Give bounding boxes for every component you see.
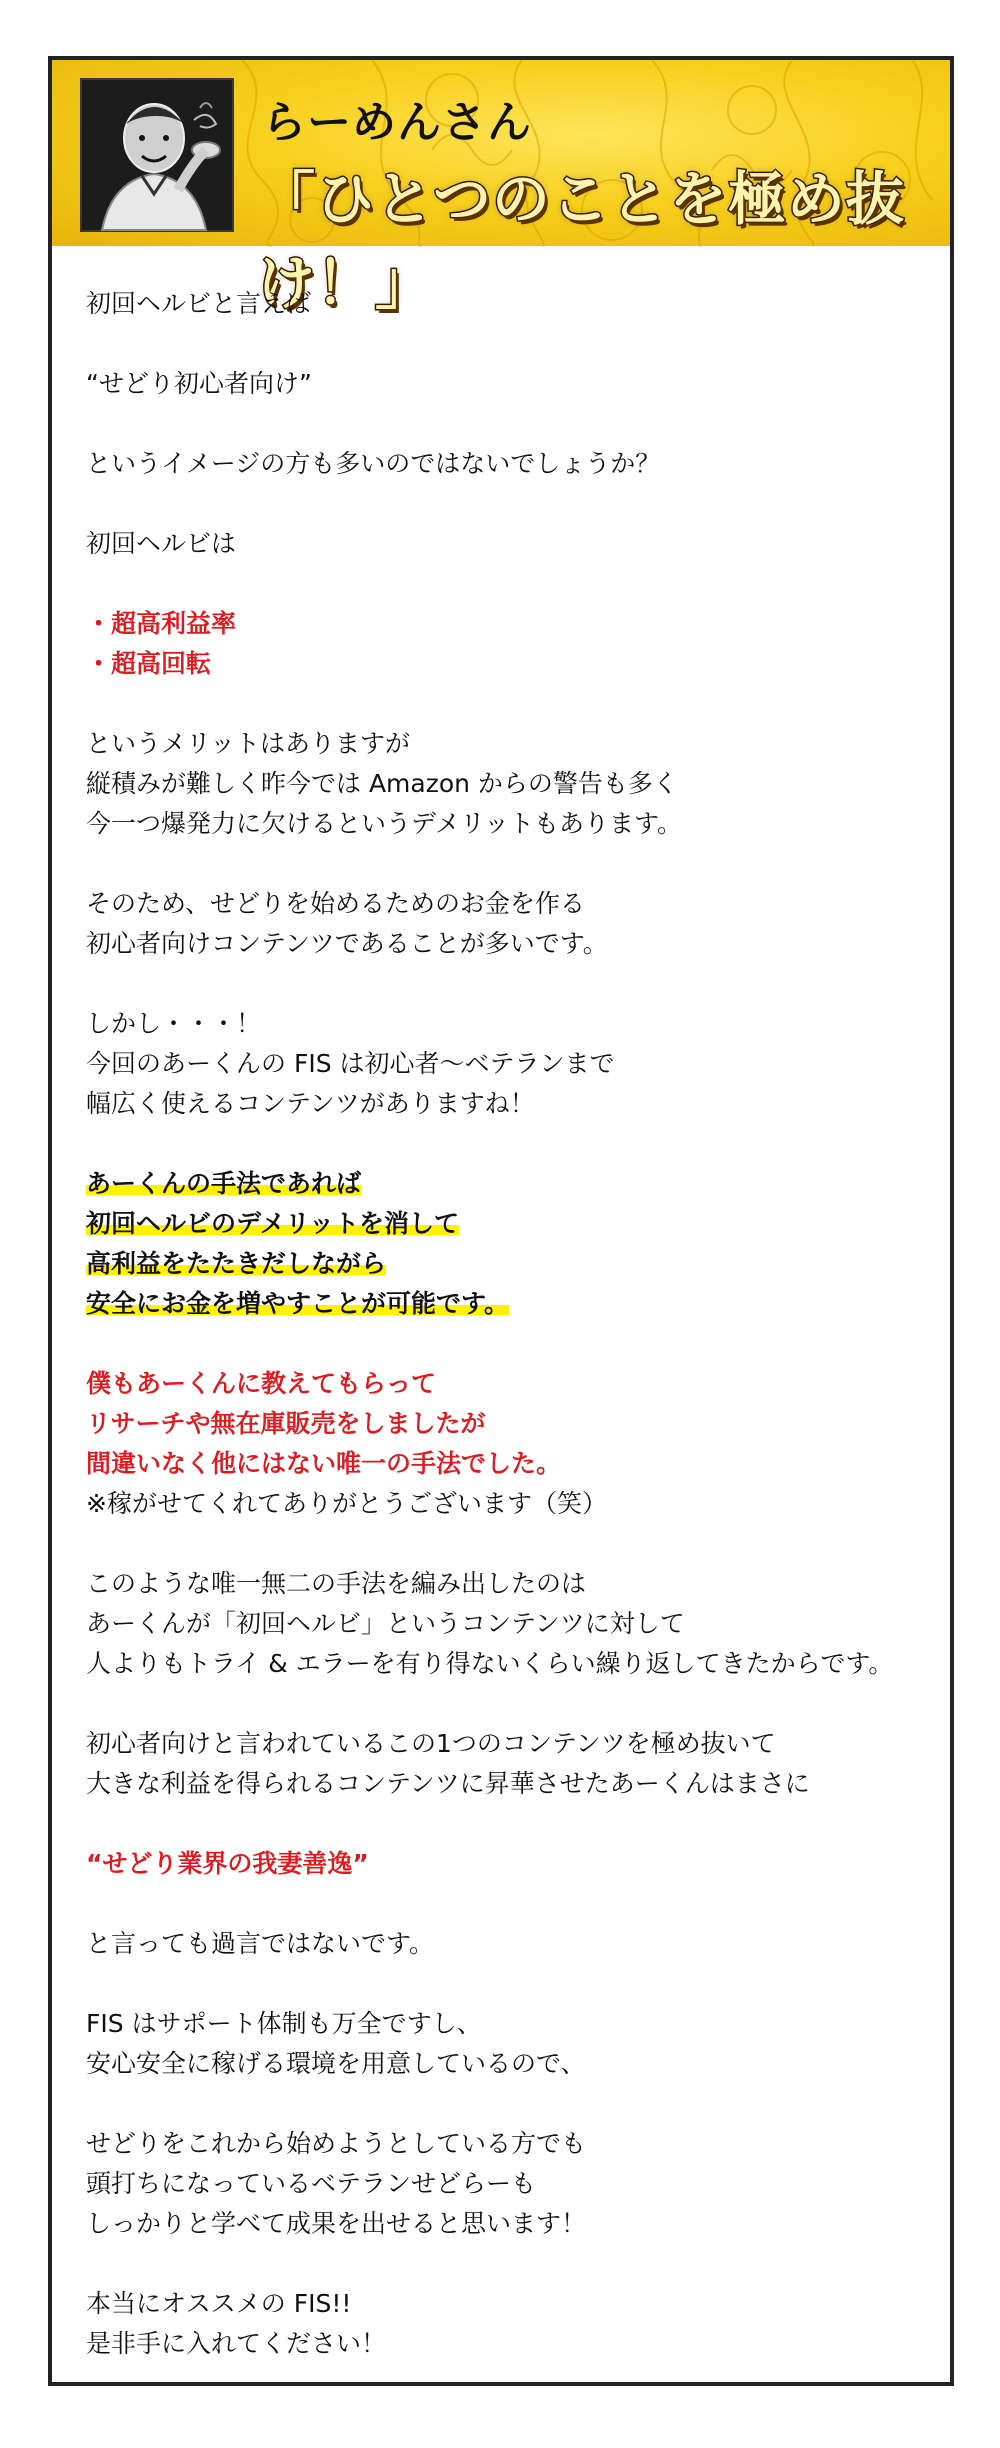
note-text: ※稼がせてくれてありがとうございます（笑） [86, 1489, 607, 1518]
text-line: 今回のあーくんの FIS は初心者〜ベテランまで [86, 1049, 615, 1078]
reviewer-name: らーめんさん [262, 97, 532, 148]
highlighted-text: 高利益をたたきだしながら [86, 1249, 387, 1278]
text-line: 人よりもトライ & エラーを有り得ないくらい繰り返してきたからです。 [86, 1649, 894, 1678]
text-line: このような唯一無二の手法を編み出したのは [86, 1569, 587, 1598]
text-line: 幅広く使えるコンテンツがありますね！ [86, 1089, 535, 1118]
testimonial-card [48, 56, 954, 2386]
text-line: “せどり初心者向け” [86, 369, 312, 398]
text-line: 本当にオススメの FIS!! [86, 2289, 352, 2318]
text-line: 今一つ爆発力に欠けるというデメリットもあります。 [86, 809, 683, 838]
text-line: しっかりと学べて成果を出せると思います！ [86, 2209, 587, 2238]
text-line: 頭打ちになっているベテランせどらーも [86, 2169, 537, 2198]
text-line: というイメージの方も多いのではないでしょうか？ [86, 449, 661, 478]
text-line: そのため、せどりを始めるためのお金を作る [86, 889, 586, 918]
bullet-point: ・超高利益率 [86, 609, 237, 638]
text-line: あーくんが「初回ヘルビ」というコンテンツに対して [86, 1609, 685, 1638]
highlighted-text: あーくんの手法であれば [86, 1169, 362, 1198]
text-line: と言っても過言ではないです。 [86, 1929, 435, 1958]
bullet-point: ・超高回転 [86, 649, 212, 678]
text-line: 大きな利益を得られるコンテンツに昇華させたあーくんはまさに [86, 1769, 810, 1798]
text-line: 初回ヘルビと言えば [86, 289, 312, 318]
portrait-illustration-icon [82, 80, 232, 230]
text-line: 縦積みが難しく昨今では Amazon からの警告も多く [86, 769, 678, 798]
highlighted-text: 初回ヘルビのデメリットを消して [86, 1209, 460, 1238]
text-line: 初回ヘルビは [86, 529, 237, 558]
reviewer-tagline: 「ひとつのことを極め抜け！」 [257, 165, 905, 317]
testimonial-body [86, 284, 926, 2364]
emphasis-text: リサーチや無在庫販売をしましたが [86, 1409, 486, 1438]
highlighted-text: 安全にお金を増やすことが可能です。 [86, 1289, 510, 1318]
text-line: というメリットはありますが [86, 729, 411, 758]
text-line: せどりをこれから始めようとしている方でも [86, 2129, 587, 2158]
quote-text: “せどり業界の我妻善逸” [86, 1849, 369, 1878]
text-line: FIS はサポート体制も万全ですし、 [86, 2009, 482, 2038]
text-line: しかし・・・！ [86, 1009, 262, 1038]
emphasis-text: 間違いなく他にはない唯一の手法でした。 [86, 1449, 562, 1478]
text-line: 安心安全に稼げる環境を用意しているので、 [86, 2049, 586, 2078]
avatar [80, 78, 234, 232]
text-line: 是非手に入れてください！ [86, 2329, 387, 2358]
emphasis-text: 僕もあーくんに教えてもらって [86, 1369, 437, 1398]
text-line: 初心者向けと言われているこの1つのコンテンツを極め抜いて [86, 1729, 776, 1758]
text-line: 初心者向けコンテンツであることが多いです。 [86, 929, 608, 958]
